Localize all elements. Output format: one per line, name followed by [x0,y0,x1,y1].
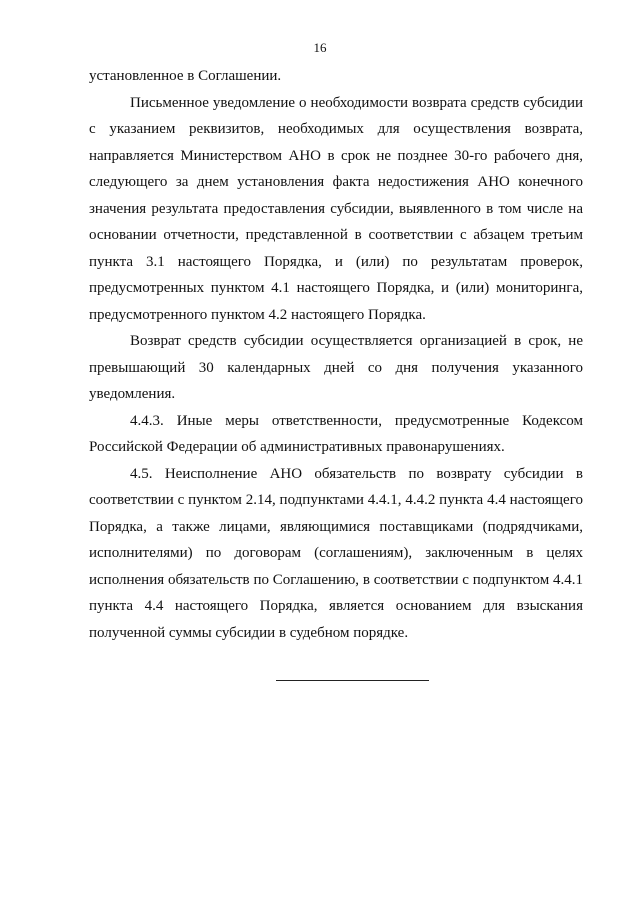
document-body [89,63,583,646]
paragraph-continuation: установленное в Соглашении. [89,68,282,84]
paragraph-refund-deadline: Возврат средств субсидии осуществляется организацией в срок, не превышающий 30 календарных дней со дня получения указанного уведомления. [89,333,583,402]
paragraph-4-5: 4.5. Неисполнение АНО обязательств по возврату субсидии в соответствии с пунктом 2.14, подпунктами 4.4.1, 4.4.2 пункта 4.4 настоящего Порядка, а также лицами, являющимися поставщиками (подрядчиками, исполнителями) по договорам (соглашениям), заключенным в целях исполнения обязательств по Соглашению, в соответствии с подпунктом 4.4.1 пункта 4.4 настоящего Порядка, является основанием для взыскания полученной суммы субсидии в судебном порядке. [89,465,583,641]
paragraph-written-notice: Письменное уведомление о необходимости возврата средств субсидии с указанием реквизитов, необходимых для осуществления возврата, направляется Министерством АНО в срок не позднее 30-го рабочего дня, следующего за днем установления факта недостижения АНО конечного значения результата предоставления субсидии, выявленного в том числе на основании отчетности, представленной в соответствии с абзацем третьим пункта 3.1 настоящего Порядка, и (или) по результатам проверок, предусмотренных пунктом 4.1 настоящего Порядка, и (или) мониторинга, предусмотренного пунктом 4.2 настоящего Порядка. [89,94,583,323]
paragraph-4-4-3: 4.4.3. Иные меры ответственности, предусмотренные Кодексом Российской Федерации об административных правонарушениях. [89,412,583,455]
closing-divider [276,680,429,681]
page-number: 16 [313,40,327,55]
